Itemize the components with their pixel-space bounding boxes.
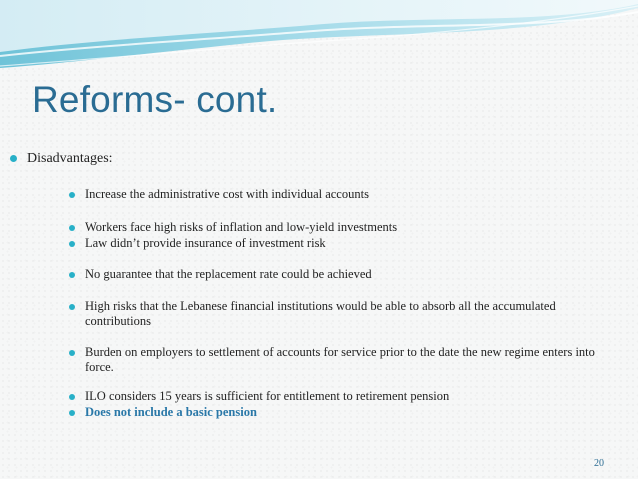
sub-bullet-text: Does not include a basic pension: [85, 405, 257, 419]
sub-bullet-text: Law didn’t provide insurance of investment risk: [85, 236, 326, 250]
bullet-dot-icon: [69, 350, 75, 356]
sub-bullet-text: High risks that the Lebanese financial institutions would be able to absorb all the accumulated contributions: [85, 299, 556, 328]
sub-bullet: [69, 299, 605, 328]
main-bullet: [10, 150, 113, 167]
sub-bullet-text: No guarantee that the replacement rate could be achieved: [85, 267, 372, 281]
bullet-dot-icon: [10, 155, 17, 162]
sub-bullet-text: Workers face high risks of inflation and low-yield investments: [85, 220, 398, 234]
sub-bullet: [69, 267, 605, 282]
header-wave-decoration: [0, 0, 638, 80]
bullet-dot-icon: [69, 272, 75, 278]
sub-bullet-highlighted: [69, 405, 605, 420]
sub-bullet-text: Burden on employers to settlement of accounts for service prior to the date the new regime enters into force.: [85, 345, 595, 374]
sub-bullet-text: ILO considers 15 years is sufficient for entitlement to retirement pension: [85, 389, 450, 403]
sub-bullet: [69, 187, 605, 202]
bullet-dot-icon: [69, 304, 75, 310]
bullet-dot-icon: [69, 241, 75, 247]
main-bullet-text: Disadvantages:: [27, 151, 113, 166]
sub-bullet-text: Increase the administrative cost with individual accounts: [85, 187, 369, 201]
page-number: 20: [594, 458, 604, 469]
sub-bullet: [69, 220, 605, 235]
sub-bullet: [69, 389, 605, 404]
bullet-dot-icon: [69, 192, 75, 198]
slide-title: Reforms- cont.: [32, 79, 278, 120]
sub-bullet: [69, 236, 605, 251]
bullet-dot-icon: [69, 394, 75, 400]
sub-bullet: [69, 345, 605, 374]
bullet-dot-icon: [69, 410, 75, 416]
bullet-dot-icon: [69, 225, 75, 231]
